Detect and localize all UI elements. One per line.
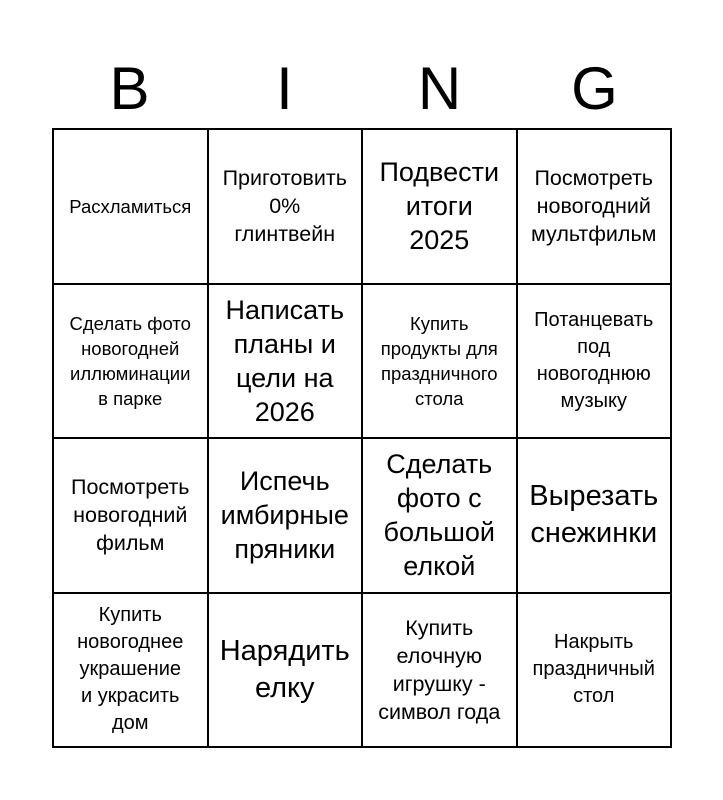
bingo-cell-r1-c1[interactable]	[54, 130, 209, 285]
cell-text: Испечь имбирные пряники	[220, 466, 349, 565]
cell-text: Расхламиться	[69, 195, 192, 217]
bingo-cell-r1-c3[interactable]	[363, 130, 518, 285]
cell-text: Написать планы и цели на 2026	[225, 294, 345, 427]
bingo-cell-r3-c4[interactable]	[518, 439, 673, 594]
bingo-cell-r3-c3[interactable]	[363, 439, 518, 594]
bingo-cell-r1-c2[interactable]	[209, 130, 364, 285]
bingo-cell-r2-c2[interactable]	[209, 285, 364, 440]
cell-text: Приготовить 0% глинтвейн	[222, 166, 347, 247]
cell-text: Вырезать снежинки	[529, 480, 659, 550]
cell-text: Посмотреть новогодний мультфильм	[531, 166, 657, 247]
cell-text: Купить продукты для праздничного стола	[380, 312, 498, 409]
cell-text: Купить елочную игрушку - символ года	[378, 615, 501, 724]
header-letter-b: B	[109, 55, 150, 122]
cell-text: Нарядить елку	[219, 634, 350, 704]
bingo-cell-r2-c1[interactable]	[54, 285, 209, 440]
bingo-cell-r4-c2[interactable]	[209, 594, 364, 749]
cell-text: Купить новогоднее украшение и украсить дом	[77, 604, 184, 735]
bingo-cell-r4-c4[interactable]	[518, 594, 673, 749]
bingo-cell-r2-c4[interactable]	[518, 285, 673, 440]
header-letter-i: I	[276, 55, 293, 122]
bingo-header	[52, 50, 672, 128]
header-letter-n: N	[417, 55, 462, 122]
cell-text: Подвести итоги 2025	[379, 157, 500, 256]
cell-text: Потанцевать под новогоднюю музыку	[534, 308, 654, 412]
bingo-cell-r4-c1[interactable]	[54, 594, 209, 749]
bingo-board	[52, 128, 672, 748]
bingo-cell-r3-c1[interactable]	[54, 439, 209, 594]
cell-text: Сделать фото новогодней иллюминации в парке	[69, 312, 191, 409]
cell-text: Накрыть праздничный стол	[532, 631, 655, 708]
bingo-cell-r2-c3[interactable]	[363, 285, 518, 440]
bingo-cell-r3-c2[interactable]	[209, 439, 364, 594]
header-letter-g: G	[571, 55, 618, 122]
bingo-cell-r1-c4[interactable]	[518, 130, 673, 285]
bingo-cell-r4-c3[interactable]	[363, 594, 518, 749]
cell-text: Сделать фото с большой елкой	[383, 449, 495, 582]
cell-text: Посмотреть новогодний фильм	[70, 475, 190, 556]
